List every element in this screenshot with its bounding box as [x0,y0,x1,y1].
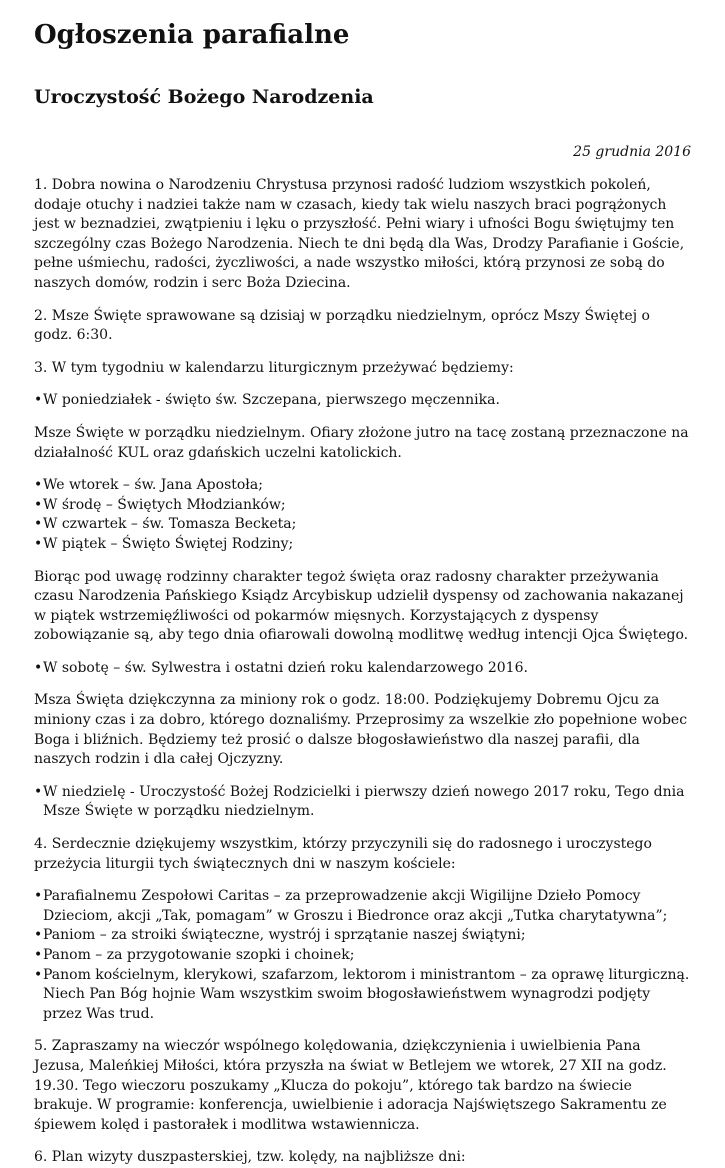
paragraph-3-block [34,359,691,379]
list-item [34,926,691,946]
list-item-text: Parafialnemu Zespołowi Caritas – za przeprowadzenie akcji Wigilijne Dzieło Pomocy Dzieciom, akcji „Tak, pomagam” w Groszu i Biedronce oraz akcji „Tutka charytatywna”; [43,888,668,924]
paragraph-1: 1. Dobra nowina o Narodzeniu Chrystusa przynosi radość ludziom wszystkich pokoleń, dodaje otuchy i nadziei także nam w czasach, kiedy tak wielu naszych braci pogrążonych jest w beznadziei, zwątpieniu i lęku o przyszłość. Pełni wiary i ufności Bogu świętujmy ten szczególny czas Bożego Narodzenia. Niech te dni będą dla Was, Drodzy Parafianie i Goście, pełne uśmiechu, radości, życzliwości, a nade wszystko miłości, którą przynosi ze sobą do naszych domów, rodzin i serc Boża Dziecina. [34,177,685,291]
list-item [34,391,691,411]
paragraph-5-block [34,1037,691,1135]
thanks-list [34,887,691,1024]
list-item [34,946,691,966]
bullet-icon: • [34,496,43,513]
list-item-text: Paniom – za stroiki świąteczne, wystrój i sprzątanie naszej świątyni; [43,927,526,944]
list-item-text: We wtorek – św. Jana Apostoła; [43,477,263,494]
thanks-list-block [34,887,691,1024]
list-item-text: W sobotę – św. Sylwestra i ostatni dzień roku kalendarzowego 2016. [43,659,528,676]
list-item [34,966,691,1025]
sunday-list [34,783,691,822]
list-item-text: Panom – za przygotowanie szopki i choinek; [43,947,355,963]
paragraph-6: 6. Plan wizyty duszpasterskiej, tzw. kolędy, na najbliższe dni: [34,1149,466,1166]
paragraph-2-block [34,307,691,346]
bullet-icon: • [34,947,43,963]
friday-note: Biorąc pod uwagę rodzinny charakter tegoż święta oraz radosny charakter przeżywania czasu Narodzenia Pańskiego Ksiądz Arcybiskup udzielił dyspensy od zachowania nakazanej w piątek wstrzemięźliwości od pokarmów mięsnych. Korzystających z dyspensy zobowiązanie są, aby tego dnia ofiarowali dowolną modlitwę według intencji Ojca Świętego. [34,568,689,644]
paragraph-4: 4. Serdecznie dziękujemy wszystkim, którzy przyczynili się do radosnego i uroczystego przeżycia liturgii tych świątecznych dni w naszym kościele: [34,836,652,872]
bullet-icon: • [34,659,43,676]
list-item-text: Panom kościelnym, klerykowi, szafarzom, lektorom i ministrantom – za oprawę liturgiczną. Niech Pan Bóg hojnie Wam wszystkim swoim błogosławieństwem wynagrodzi podjęty przez Was trud. [43,966,690,1022]
paragraph-3: 3. W tym tygodniu w kalendarzu liturgicznym przeżywać będziemy: [34,359,514,376]
bullet-icon: • [34,927,43,944]
saturday-note-block [34,691,691,769]
list-item [34,476,691,496]
paragraph-1-block [34,176,691,294]
sunday-list-block [34,783,691,822]
list-item [34,535,691,555]
list-item-text: W poniedziałek - święto św. Szczepana, pierwszego męczennika. [43,392,500,409]
week-list [34,476,691,554]
bullet-icon: • [34,477,43,494]
list-item [34,515,691,535]
list-item [34,659,691,679]
paragraph-6-block [34,1148,691,1168]
list-item-text: W środę – Świętych Młodzianków; [43,496,286,513]
list-item [34,496,691,516]
bullet-icon: • [34,888,43,905]
monday-note-block [34,424,691,463]
bullet-icon: • [34,392,43,409]
monday-note: Msze Święte w porządku niedzielnym. Ofiary złożone jutro na tacę zostaną przeznaczone na działalność KUL oraz gdańskich uczelni katolickich. [34,424,689,461]
bullet-icon: • [34,516,43,533]
list-item-text: W czwartek – św. Tomasza Becketa; [43,516,297,533]
paragraph-2: 2. Msze Święte sprawowane są dzisiaj w porządku niedzielnym, oprócz Mszy Świętej o godz. 6:30. [34,307,650,344]
week-list-block [34,476,691,554]
monday-list [34,391,691,411]
friday-note-block [34,568,691,646]
list-item [34,783,691,822]
bullet-icon: • [34,783,43,800]
monday-list-block [34,391,691,411]
saturday-list [34,659,691,679]
saturday-list-block [34,659,691,679]
saturday-note: Msza Święta dziękczynna za miniony rok o godz. 18:00. Podziękujemy Dobremu Ojcu za miniony czas i za dobro, którego doznaliśmy. Przeprosimy za wszelkie zło popełnione wobec Boga i bliźnich. Będziemy też prosić o dalsze błogosławieństwo dla naszej parafii, dla naszych rodzin i dla całej Ojczyzny. [34,692,688,768]
list-item-text: W piątek – Święto Świętej Rodziny; [43,535,294,552]
page-subtitle: Uroczystość Bożego Narodzenia [34,86,374,108]
bullet-icon: • [34,966,43,983]
page-title: Ogłoszenia parafialne [34,20,350,50]
paragraph-4-block [34,835,691,874]
list-item [34,887,691,926]
list-item-text: W niedzielę - Uroczystość Bożej Rodzicielki i pierwszy dzień nowego 2017 roku, Tego dnia Msze Święte w porządku niedzielnym. [43,783,685,820]
paragraph-5: 5. Zapraszamy na wieczór wspólnego kolędowania, dziękczynienia i uwielbienia Pana Jezusa, Maleńkiej Miłości, która przyszła na świat w Betlejem we wtorek, 27 XII na godz. 19.30. Tego wieczoru poszukamy „Klucza do pokoju”, którego tak bardzo na świecie brakuje. W programie: konferencja, uwielbienie i adoracja Najświętszego Sakramentu ze śpiewem kolęd i pastorałek i modlitwa wstawiennicza. [34,1038,667,1133]
announcement-date: 25 grudnia 2016 [573,144,691,160]
bullet-icon: • [34,535,43,552]
